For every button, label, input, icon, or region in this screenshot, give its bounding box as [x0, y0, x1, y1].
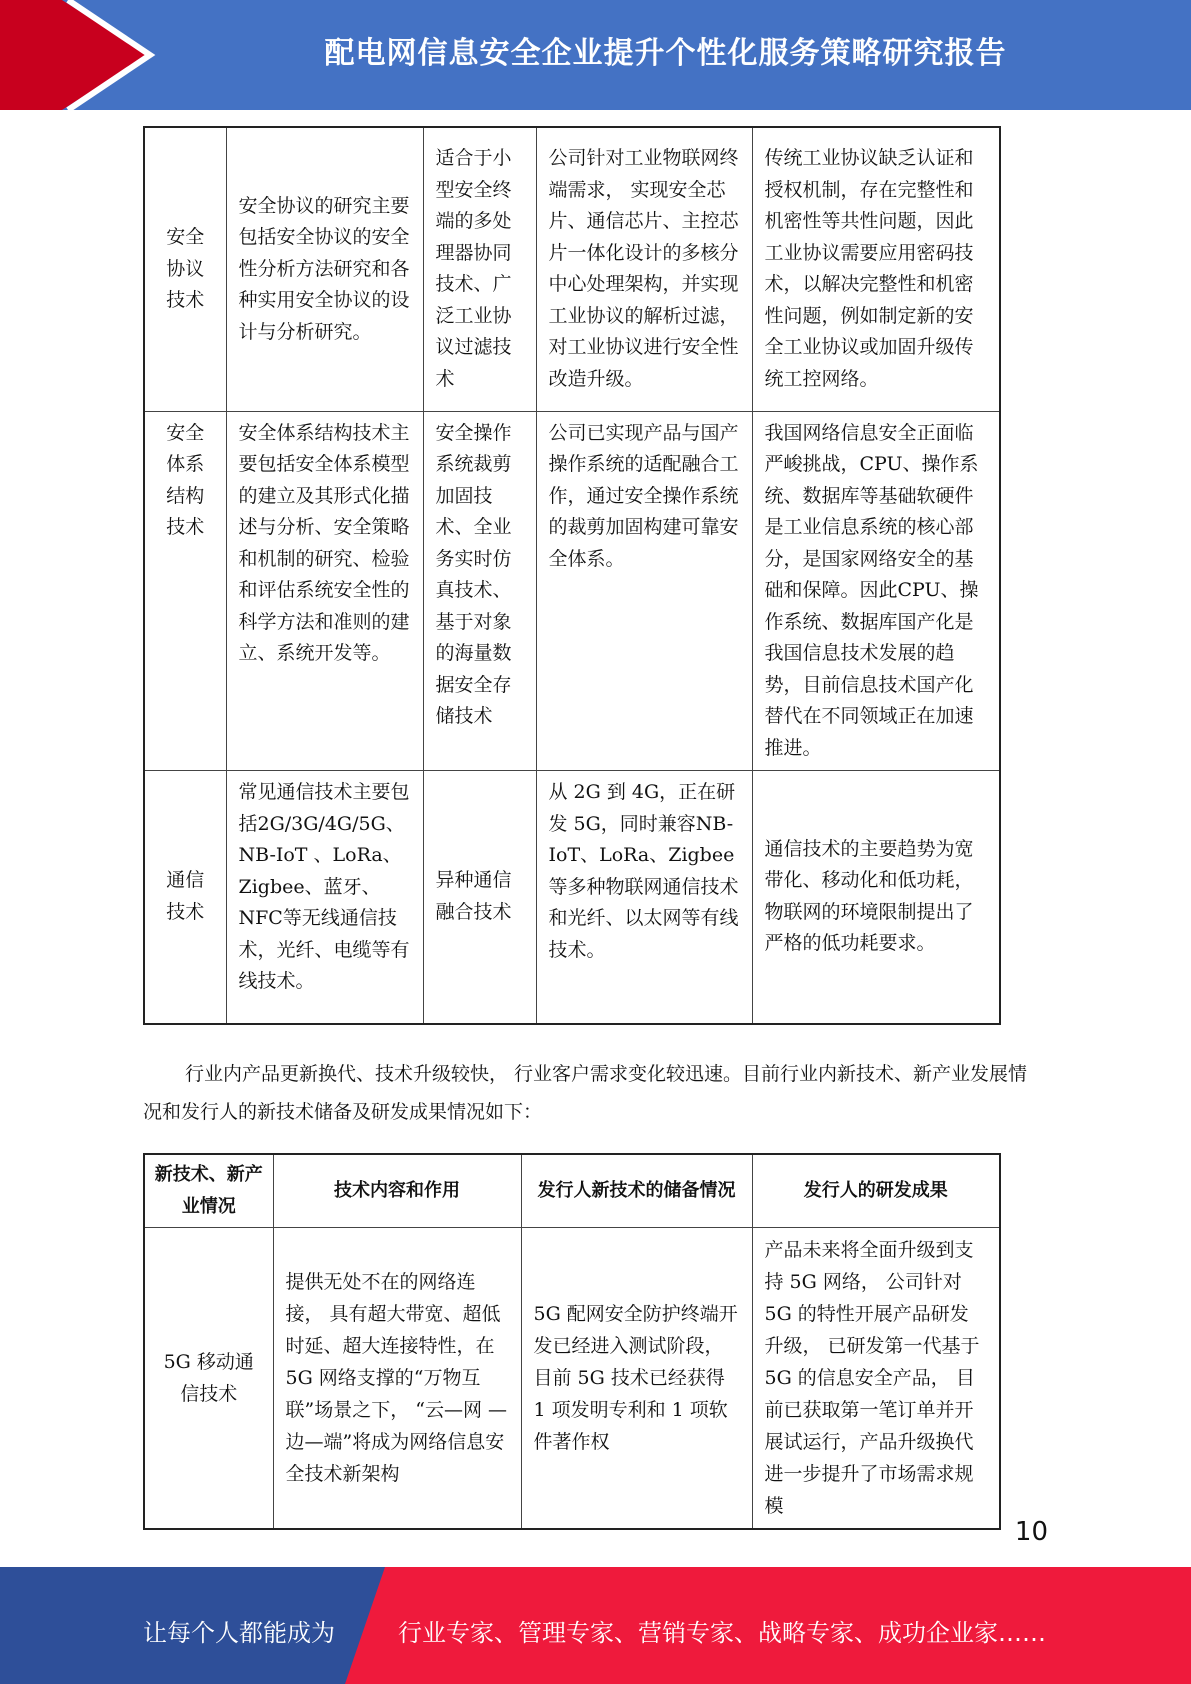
company-cell: 公司已实现产品与国产操作系统的适配融合工作，通过安全操作系统的裁剪加固构建可靠安全体系。	[536, 411, 752, 771]
content-cell: 提供无处不在的网络连接， 具有超大带宽、超低时延、超大连接特性，在 5G 网络支撑的“万物互联”场景之下， “云—网 —边—端”将成为网络信息安全技术新架构	[273, 1228, 521, 1530]
new-tech-table	[143, 1153, 1001, 1530]
red-arrow-icon	[0, 0, 160, 110]
table-row	[144, 127, 1000, 411]
table-header-row	[144, 1154, 1000, 1228]
column-header: 发行人新技术的储备情况	[521, 1154, 752, 1228]
footer-slogan-left: 让每个人都能成为	[143, 1619, 335, 1647]
page-footer	[0, 1567, 1191, 1684]
result-cell: 产品未来将全面升级到支持 5G 网络， 公司针对 5G 的特性开展产品研发升级， 已研发第一代基于 5G 的信息安全产品， 目前已获取第一笔订单并开展试运行，产品升级换代进一步提升了市场需求规模	[752, 1228, 1000, 1530]
body-paragraph: 行业内产品更新换代、技术升级较快， 行业客户需求变化较迅速。目前行业内新技术、新产业发展情况和发行人的新技术储备及研发成果情况如下：	[143, 1063, 1028, 1123]
company-cell: 从 2G 到 4G，正在研发 5G，同时兼容NB-IoT、LoRa、Zigbee 等多种物联网通信技术和光纤、以太网等有线技术。	[536, 771, 752, 1024]
category-cell: 安全 体系 结构 技术	[144, 411, 226, 771]
tech-name-cell: 5G 移动通 信技术	[144, 1228, 273, 1530]
column-header: 发行人的研发成果	[752, 1154, 1000, 1228]
tech-cell: 安全操作系统裁剪加固技术、全业务实时仿真技术、基于对象的海量数据安全存储技术	[423, 411, 536, 771]
content-cell: 常见通信技术主要包括2G/3G/4G/5G、NB-IoT 、LoRa、Zigbee、蓝牙、 NFC等无线通信技术，光纤、电缆等有线技术。	[226, 771, 423, 1024]
column-header: 新技术、新产业情况	[144, 1154, 273, 1228]
tech-cell: 适合于小型安全终端的多处理器协同技术、广泛工业协议过滤技术	[423, 127, 536, 411]
table-row	[144, 771, 1000, 1024]
tech-cell: 异种通信融合技术	[423, 771, 536, 1024]
trend-cell: 传统工业协议缺乏认证和授权机制，存在完整性和机密性等共性问题，因此工业协议需要应用密码技术，以解决完整性和机密性问题，例如制定新的安全工业协议或加固升级传统工控网络。	[752, 127, 1000, 411]
content-cell: 安全协议的研究主要包括安全协议的安全性分析方法研究和各种实用安全协议的设计与分析研究。	[226, 127, 423, 411]
page-header	[0, 0, 1191, 110]
footer-slogan-right: 行业专家、管理专家、营销专家、战略专家、成功企业家……	[398, 1619, 1046, 1647]
page-number: 10	[1014, 1517, 1048, 1547]
report-title: 配电网信息安全企业提升个性化服务策略研究报告	[324, 36, 1007, 71]
category-cell: 通信 技术	[144, 771, 226, 1024]
content-cell: 安全体系结构技术主要包括安全体系模型的建立及其形式化描述与分析、安全策略和机制的研究、检验和评估系统安全性的科学方法和准则的建立、系统开发等。	[226, 411, 423, 771]
company-cell: 公司针对工业物联网终端需求， 实现安全芯片、通信芯片、主控芯片一体化设计的多核分中心处理架构，并实现工业协议的解析过滤，对工业协议进行安全性改造升级。	[536, 127, 752, 411]
reserve-cell: 5G 配网安全防护终端开发已经进入测试阶段，目前 5G 技术已经获得 1 项发明专利和 1 项软件著作权	[521, 1228, 752, 1530]
trend-cell: 通信技术的主要趋势为宽带化、移动化和低功耗，物联网的环境限制提出了严格的低功耗要求。	[752, 771, 1000, 1024]
tech-trend-table	[143, 126, 1001, 1025]
table-row	[144, 411, 1000, 771]
trend-cell: 我国网络信息安全正面临严峻挑战，CPU、操作系统、数据库等基础软硬件是工业信息系统的核心部分，是国家网络安全的基础和保障。因此CPU、操作系统、数据库国产化是我国信息技术发展的趋势，目前信息技术国产化替代在不同领域正在加速推进。	[752, 411, 1000, 771]
column-header: 技术内容和作用	[273, 1154, 521, 1228]
table-row	[144, 1228, 1000, 1530]
category-cell: 安全 协议 技术	[144, 127, 226, 411]
